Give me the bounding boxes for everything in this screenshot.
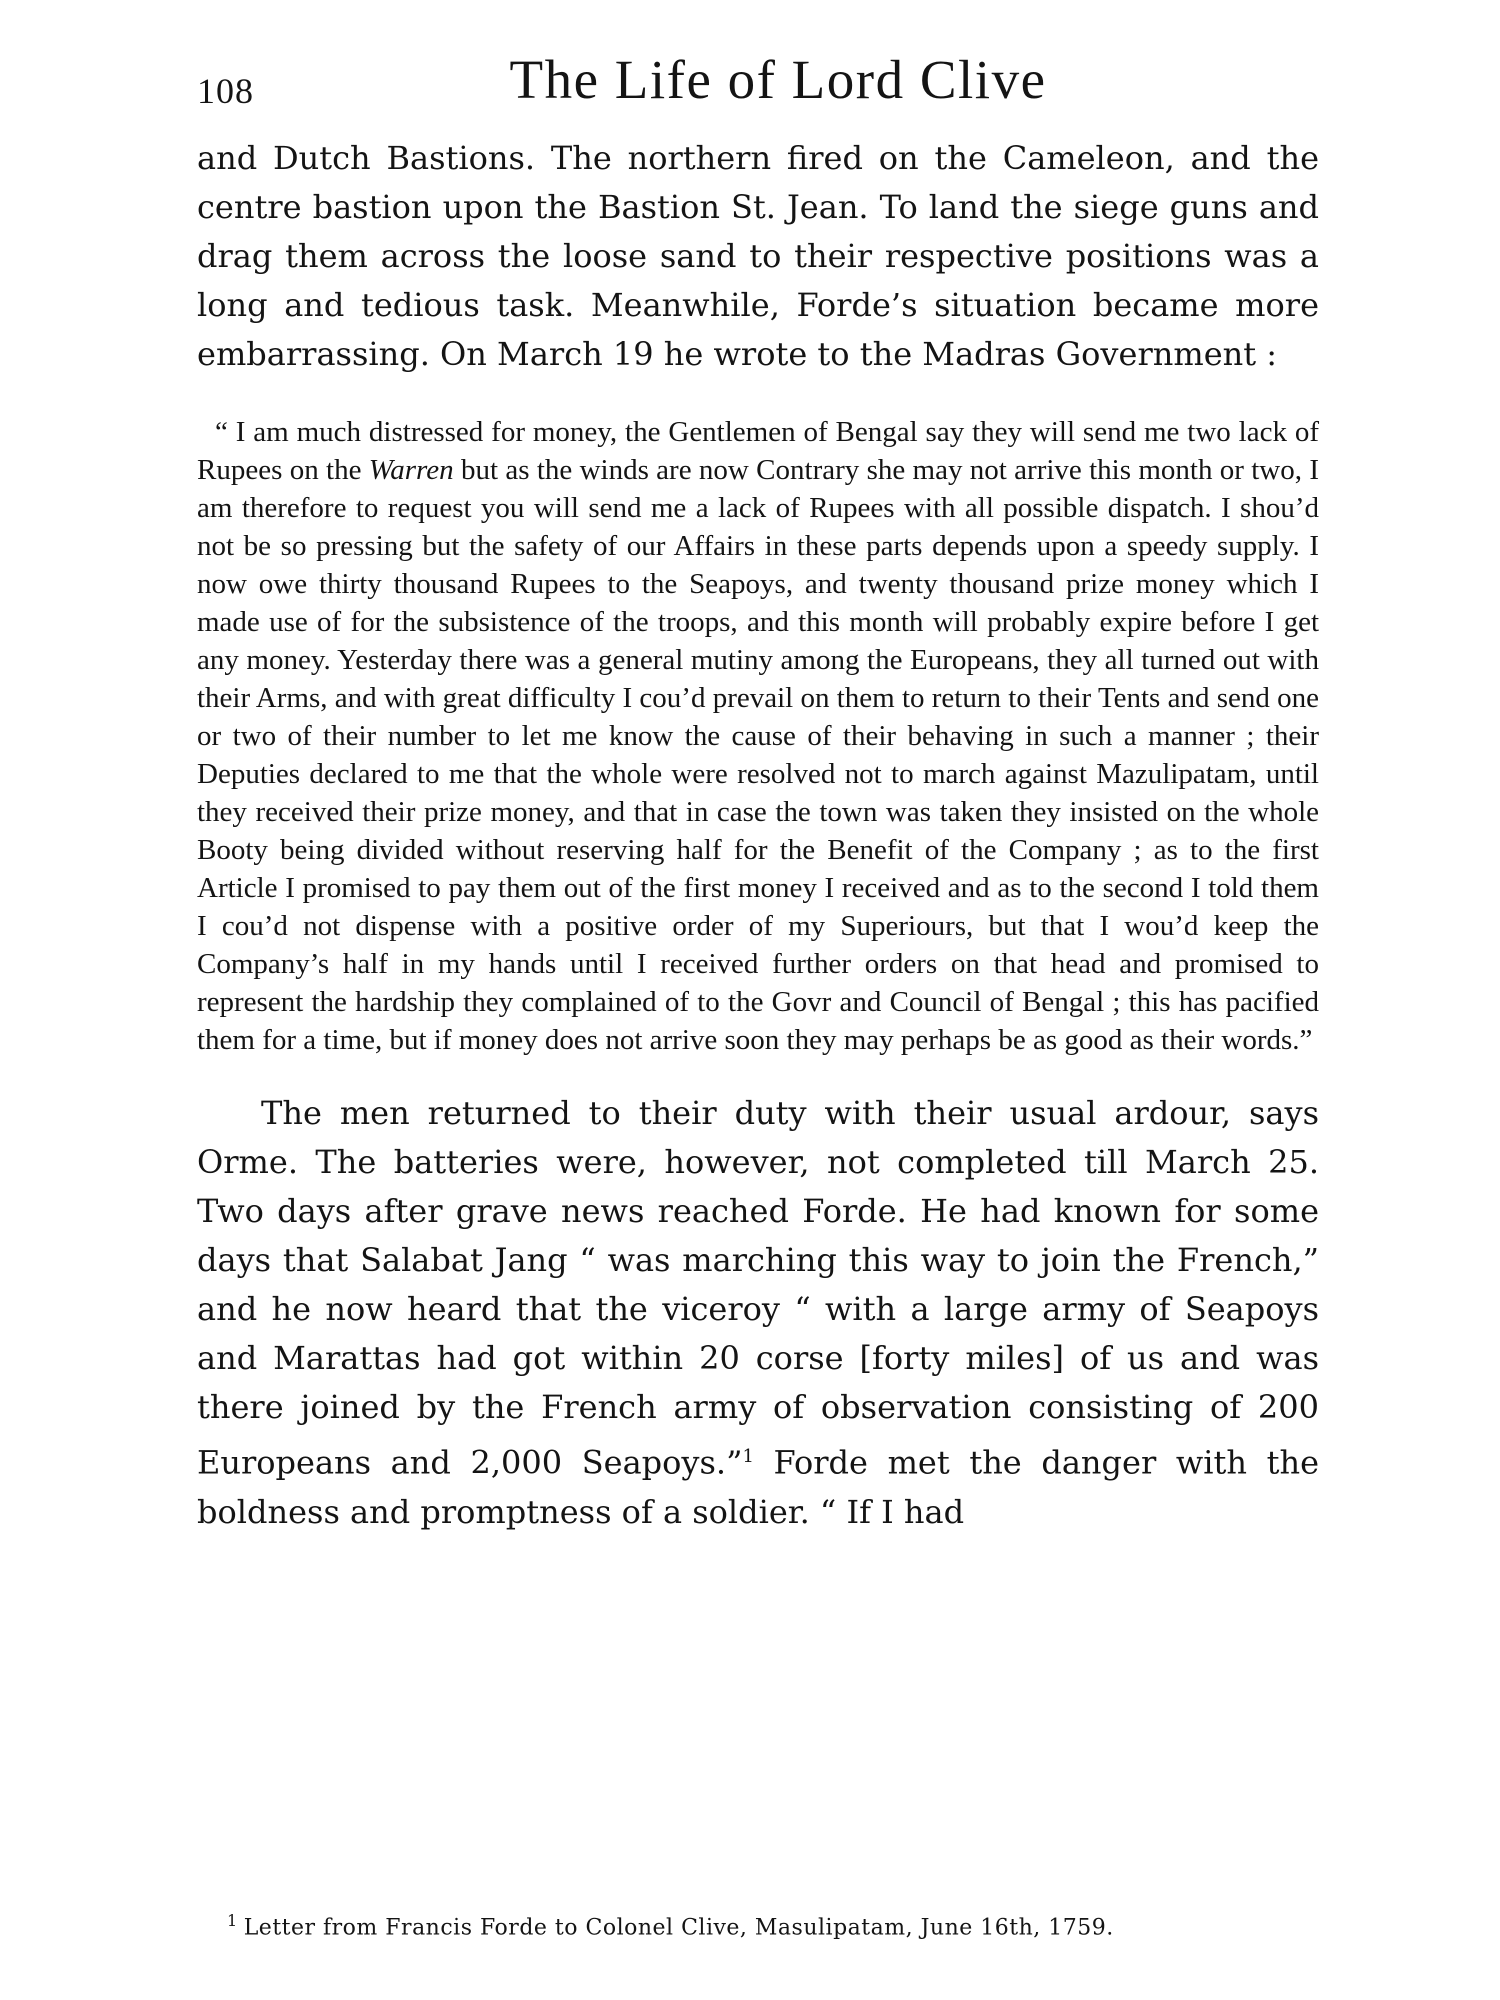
footnote — [227, 1911, 1114, 1940]
footnote-reference: 1 — [742, 1446, 754, 1467]
quote-text-part-2: but as the winds are now Contrary she may not arrive this month or two, I am therefore to request you will send me a lack of Rupees with all possible dispatch. I shou’d not be so pressing but the safety of our Affairs in these parts depends upon a speedy supply. I now owe thirty thousand Rupees to the Seapoys, and twenty thousand prize money which I made use of for the subsistence of the troops, and this month will probably expire before I get any money. Yesterday there was a general mutiny among the Europeans, they all turned out with their Arms, and with great difficulty I cou’d prevail on them to return to their Tents and send one or two of their number to let me know the cause of their behaving in such a manner ; their Deputies declared to me that the whole were resolved not to march against Mazulipatam, until they received their prize money, and that in case the town was taken they insisted on the whole Booty being divided without reserving half for the Benefit of the Company ; as to the first Article I promised to pay them out of the first money I received and as to the second I told them I cou’d not dispense with a positive order of my Superiours, but that I wou’d keep the Company’s half in my hands until I received further orders on that head and promised to represent the hardship they complained of to the Govr and Council of Bengal ; this has pacified them for a time, but if money does not arrive soon they may perhaps be as good as their words.” — [197, 454, 1319, 1056]
body-paragraph-2 — [197, 1089, 1319, 1537]
block-quote-letter — [197, 413, 1319, 1059]
running-head — [197, 48, 1319, 114]
running-title: The Life of Lord Clive — [509, 49, 1047, 110]
footnote-text: Letter from Francis Forde to Colonel Clive, Masulipatam, June 16th, 1759. — [243, 1915, 1114, 1941]
quote-text-part-1: “ I am much distressed for money, the Gentlemen of Bengal say they will send me two lack of Rupees on the — [197, 416, 1319, 486]
footnote-marker: 1 — [227, 1911, 238, 1930]
page-number: 108 — [197, 71, 254, 111]
ship-name: Warren — [368, 454, 454, 486]
paragraph-2-continuation: Forde met the danger with the boldness and promptness of a soldier. “ If I had — [197, 1443, 1320, 1531]
body-paragraph-1: and Dutch Bastions. The northern fired on the Cameleon, and the centre bastion upon the Bastion St. Jean. To land the siege guns and drag them across the loose sand to their respective positions was a long and tedious task. Meanwhile, Forde’s situation became more embarrassing. On March 19 he wrote to the Madras Government : — [197, 139, 1319, 373]
paragraph-2-text: The men returned to their duty with their usual ardour, says Orme. The batteries were, however, not completed till March 25. Two days after grave news reached Forde. He had known for some days that Salabat Jang “ was marching this way to join the French,” and he now heard that the viceroy “ with a large army of Seapoys and Marattas had got within 20 corse [forty miles] of us and was there joined by the French army of observation consisting of 200 Europeans and 2,000 Seapoys.” — [197, 1094, 1319, 1482]
book-page — [197, 48, 1319, 1948]
